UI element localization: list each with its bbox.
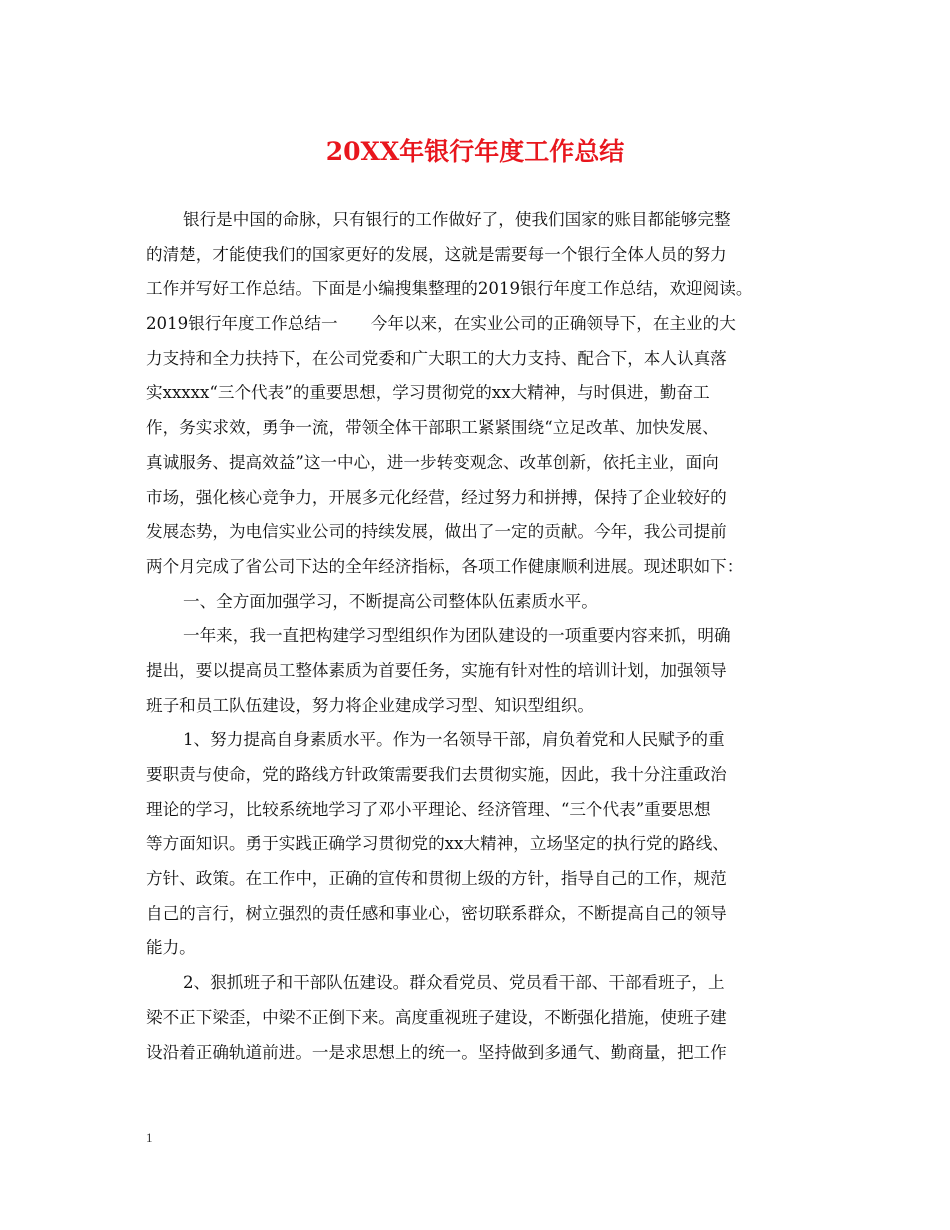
- page-number: 1: [146, 1130, 153, 1145]
- text-line: 2、狠抓班子和干部队伍建设。群众看党员、党员看干部、干部看班子，上: [183, 973, 725, 993]
- text-line: 能力。: [146, 938, 196, 958]
- text-line: 市场，强化核心竞争力，开展多元化经营，经过努力和拼搏，保持了企业较好的: [146, 487, 727, 507]
- text-line: 工作并写好工作总结。下面是小编搜集整理的2019银行年度工作总结，欢迎阅读。: [146, 279, 753, 299]
- text-line: 理论的学习，比较系统地学习了邓小平理论、经济管理、“三个代表”重要思想: [146, 799, 711, 819]
- document-title: 20XX年银行年度工作总结: [325, 137, 625, 166]
- text-line: 力支持和全力扶持下，在公司党委和广大职工的大力支持、配合下，本人认真落: [146, 348, 727, 368]
- text-line: 一年来，我一直把构建学习型组织作为团队建设的一项重要内容来抓，明确: [183, 626, 731, 646]
- text-line: 设沿着正确轨道前进。一是求思想上的统一。坚持做到多通气、勤商量，把工作: [146, 1042, 727, 1062]
- text-line: 梁不正下梁歪，中梁不正倒下来。高度重视班子建设，不断强化措施，使班子建: [146, 1007, 727, 1027]
- text-line: 2019银行年度工作总结一 今年以来，在实业公司的正确领导下，在主业的大: [146, 314, 736, 334]
- text-line: 的清楚，才能使我们的国家更好的发展，这就是需要每一个银行全体人员的努力: [146, 244, 727, 264]
- text-line: 两个月完成了省公司下达的全年经济指标，各项工作健康顺利进展。现述职如下：: [146, 556, 744, 576]
- text-line: 一、全方面加强学习，不断提高公司整体队伍素质水平。: [183, 591, 598, 611]
- text-line: 实xxxxx“三个代表”的重要思想，学习贯彻党的xx大精神，与时俱进，勤奋工: [146, 383, 710, 403]
- text-line: 自己的言行，树立强烈的责任感和事业心，密切联系群众，不断提高自己的领导: [146, 903, 727, 923]
- text-line: 提出，要以提高员工整体素质为首要任务，实施有针对性的培训计划，加强领导: [146, 660, 727, 680]
- text-line: 真诚服务、提高效益”这一中心，进一步转变观念、改革创新，依托主业，面向: [146, 452, 719, 472]
- text-line: 1、努力提高自身素质水平。作为一名领导干部，肩负着党和人民赋予的重: [183, 730, 725, 750]
- text-line: 银行是中国的命脉，只有银行的工作做好了，使我们国家的账目都能够完整: [183, 210, 731, 229]
- text-line: 作，务实求效，勇争一流，带领全体干部职工紧紧围绕“立足改革、加快发展、: [146, 418, 719, 438]
- text-line: 方针、政策。在工作中，正确的宣传和贯彻上级的方针，指导自己的工作，规范: [146, 869, 727, 889]
- document-body: [146, 203, 806, 1070]
- text-line: 发展态势，为电信实业公司的持续发展，做出了一定的贡献。今年，我公司提前: [146, 522, 727, 542]
- text-line: 要职责与使命，党的路线方针政策需要我们去贯彻实施，因此，我十分注重政治: [146, 765, 727, 784]
- text-line: 等方面知识。勇于实践正确学习贯彻党的xx大精神，立场坚定的执行党的路线、: [146, 834, 729, 854]
- text-line: 班子和员工队伍建设，努力将企业建成学习型、知识型组织。: [146, 695, 595, 715]
